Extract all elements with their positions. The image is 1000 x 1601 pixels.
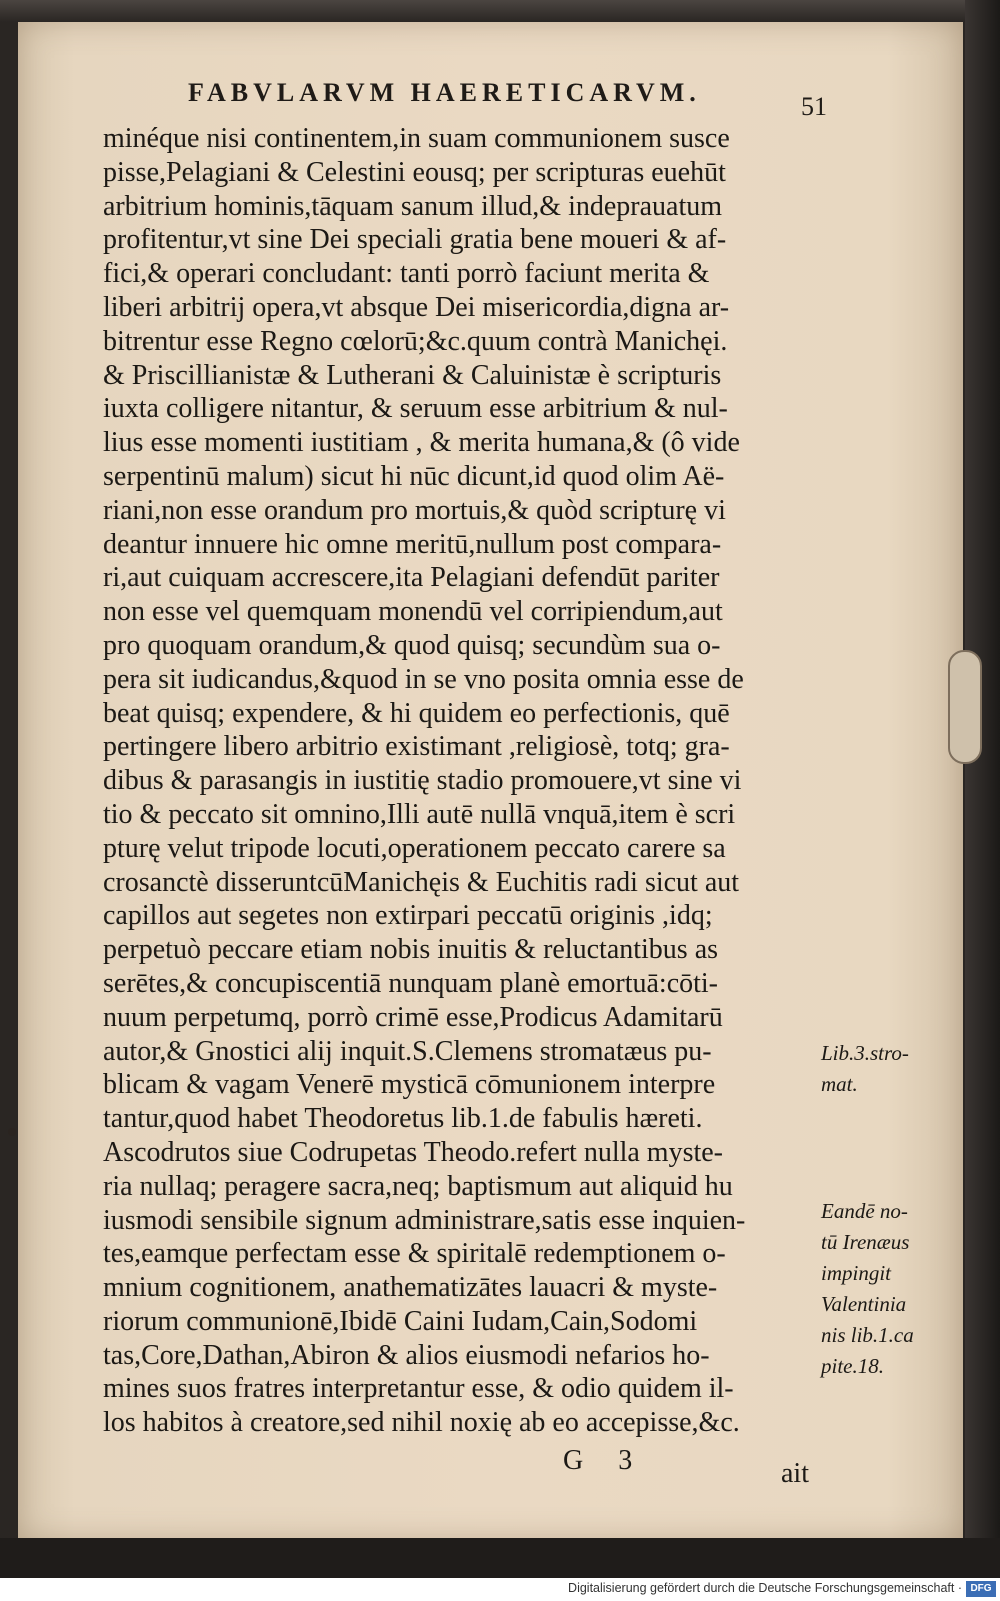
signature-mark: G 3 bbox=[563, 1445, 647, 1476]
text-line: lius esse momenti iustitiam , & merita humana,& (ô vide bbox=[103, 427, 740, 459]
catchword: ait bbox=[781, 1458, 809, 1489]
text-line: tas,Core,Dathan,Abiron & alios eiusmodi nefarios ho- bbox=[103, 1339, 710, 1371]
text-line: crosanctè disseruntcūManichęis & Euchitis radi sicut aut bbox=[103, 866, 740, 898]
text-line: & Priscillianistæ & Lutherani & Caluinistæ è scripturis bbox=[103, 359, 722, 391]
text-line: ri,aut cuiquam accrescere,ita Pelagiani defendūt pariter bbox=[103, 562, 720, 594]
text-line: capillos aut segetes non extirpari peccatū originis ,idq; bbox=[103, 900, 713, 932]
text-line: pera sit iudicandus,&quod in se vno posita omnia esse de bbox=[103, 663, 744, 695]
text-line: deantur innuere hic omne meritū,nullum post compara- bbox=[103, 528, 722, 560]
text-line: bitrentur esse Regno cœlorū;&c.quum contrà Manichęi. bbox=[103, 325, 728, 357]
text-line: iusmodi sensibile signum administrare,satis esse inquien- bbox=[103, 1204, 746, 1236]
text-line: pro quoquam orandum,& quod quisq; secundùm sua o- bbox=[103, 629, 721, 661]
page-number: 51 bbox=[801, 92, 827, 121]
footer-bar bbox=[0, 1578, 1000, 1601]
book-fore-edge bbox=[965, 0, 1000, 1540]
text-line: mnium cognitionem, anathematizātes lauacri & myste- bbox=[103, 1272, 718, 1304]
text-line: pertingere libero arbitrio existimant ,religiosè, totq; gra- bbox=[103, 731, 730, 763]
running-head: FABVLARVM HAERETICARVM. bbox=[188, 78, 701, 107]
text-line: minéque nisi continentem,in suam communionem susce bbox=[103, 123, 730, 154]
text-line: autor,& Gnostici alij inquit.S.Clemens stromatæus pu- bbox=[103, 1035, 712, 1067]
text-line: mines suos fratres interpretantur esse, & odio quidem il- bbox=[103, 1373, 734, 1405]
text-line: pisse,Pelagiani & Celestini eousq; per scripturas euehūt bbox=[103, 156, 726, 188]
book-clasp bbox=[948, 650, 982, 764]
marginal-note: Eandē no- tū Irenæus impingit Valentinia nis lib.1.ca pite.18. bbox=[821, 1199, 914, 1378]
ink-mark bbox=[8, 1128, 16, 1136]
text-line: serpentinū malum) sicut hi nūc dicunt,id quod olim Aë- bbox=[103, 460, 725, 492]
scan-top-edge bbox=[0, 0, 1000, 22]
marginal-note: Lib.3.stro- mat. bbox=[821, 1041, 909, 1096]
text-line: perpetuò peccare etiam nobis inuitis & reluctantibus as bbox=[103, 934, 719, 966]
text-line: beat quisq; expendere, & hi quidem eo perfectionis, quē bbox=[103, 697, 730, 729]
text-line: tes,eamque perfectam esse & spiritalē redemptionem o- bbox=[103, 1238, 726, 1270]
text-line: tantur,quod habet Theodoretus lib.1.de fabulis hæreti. bbox=[103, 1103, 703, 1135]
funding-credit: Digitalisierung gefördert durch die Deutsche Forschungsgemeinschaft · bbox=[568, 1581, 962, 1595]
text-line: liberi arbitrij opera,vt absque Dei misericordia,digna ar- bbox=[103, 291, 730, 323]
dfg-logo-icon: DFG bbox=[966, 1581, 996, 1597]
text-line: riani,non esse orandum pro mortuis,& quòd scripturę vi bbox=[103, 494, 726, 526]
text-line: iuxta colligere nitantur, & seruum esse arbitrium & nul- bbox=[103, 393, 728, 425]
text-line: arbitrium hominis,tāquam sanum illud,& indeprauatum bbox=[103, 190, 723, 222]
text-line: fici,& operari concludant: tanti porrò faciunt merita & bbox=[103, 258, 710, 290]
text-line: ria nullaq; peragere sacra,neq; baptismum aut aliquid hu bbox=[103, 1170, 733, 1202]
body-text bbox=[103, 122, 838, 1440]
text-line: los habitos à creatore,sed nihil noxię ab eo accepisse,&c. bbox=[103, 1407, 740, 1439]
text-line: pturę velut tripode locuti,operationem peccato carere sa bbox=[103, 832, 726, 864]
text-line: blicam & vagam Venerē mysticā cōmunionem interpre bbox=[103, 1069, 716, 1101]
text-line: serētes,& concupiscentiā nunquam planè emortuā:cōti- bbox=[103, 967, 719, 999]
text-line: nuum perpetumq, porrò crimē esse,Prodicus Adamitarū bbox=[103, 1001, 723, 1033]
text-line: profitentur,vt sine Dei speciali gratia bene moueri & af- bbox=[103, 224, 727, 256]
text-line: non esse vel quemquam monendū vel corripiendum,aut bbox=[103, 596, 723, 628]
text-line: tio & peccato sit omnino,Illi autē nullā vnquā,item è scri bbox=[103, 798, 736, 830]
text-line: dibus & parasangis in iustitię stadio promouere,vt sine vi bbox=[103, 765, 742, 797]
book-page bbox=[18, 22, 963, 1540]
text-line: Ascodrutos siue Codrupetas Theodo.refert nulla myste- bbox=[103, 1136, 724, 1168]
scan-bottom-edge bbox=[0, 1538, 1000, 1578]
text-line: riorum communionē,Ibidē Caini Iudam,Cain,Sodomi bbox=[103, 1305, 698, 1337]
